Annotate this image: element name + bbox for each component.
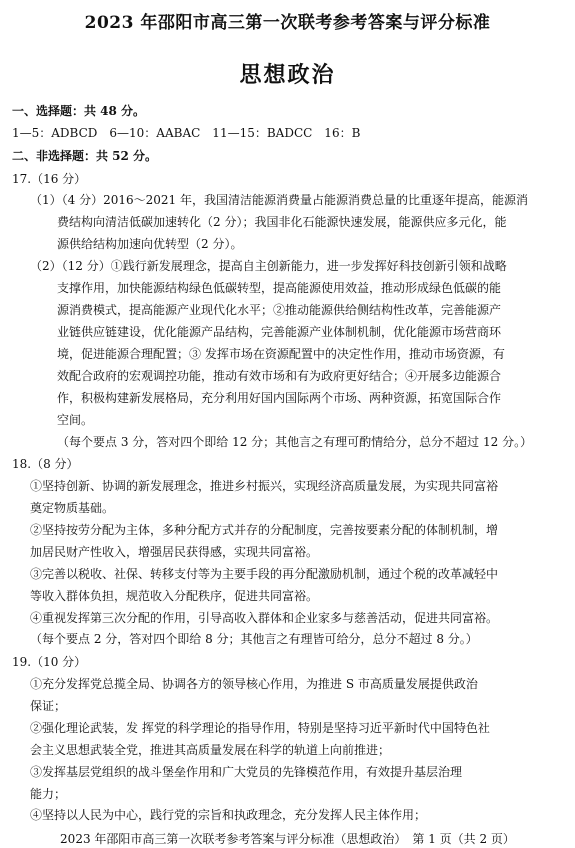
q19-line: ①充分发挥党总揽全局、协调各方的领导核心作用，为推进 S 市高质量发展提供政治 bbox=[30, 677, 478, 691]
q19-line: 会主义思想武装全党，推进其高质量发展在科学的轨道上向前推进； bbox=[30, 743, 391, 757]
q19-header: 19.（10 分） bbox=[12, 655, 87, 669]
q18-line: 奠定物质基础。 bbox=[30, 501, 115, 515]
q17-p2-line: （2）（12 分）①践行新发展理念，提高自主创新能力，进一步发挥好科技创新引领和战略 bbox=[30, 259, 507, 273]
q17-p1-line: （1）（4 分）2016～2021 年，我国清洁能源消费量占能源消费总量的比重逐年提高，能源消 bbox=[30, 193, 528, 207]
q17-p2-line: 源消费模式，提高能源产业现代化水平；②推动能源供给侧结构性改革，完善能源产 bbox=[57, 303, 502, 317]
q17-p1-line: 源供给结构加速向优转型（2 分）。 bbox=[57, 237, 243, 251]
q18-line: 等收入群体负担，规范收入分配秩序，促进共同富裕。 bbox=[30, 589, 319, 603]
q17-p1-line: 费结构向清洁低碳加速转化（2 分）；我国非化石能源快速发展，能源供应多元化，能 bbox=[57, 215, 507, 229]
section2-heading: 二、非选择题：共 52 分。 bbox=[12, 149, 158, 163]
q19-line: ④坚持以人民为中心，践行党的宗旨和执政理念，充分发挥人民主体作用； bbox=[30, 808, 427, 822]
q19-line: 能力； bbox=[30, 787, 67, 801]
q17-p2-line: 业链供应链建设，优化能源产品结构，完善能源产业体制机制，优化能源市场营商环 bbox=[57, 325, 502, 339]
q17-p2-line: 空间。 bbox=[57, 413, 94, 427]
q17-p2-line: 作，积极构建新发展格局，充分利用好国内国际两个市场、两种资源，拓宽国际合作 bbox=[57, 391, 502, 405]
q18-header: 18.（8 分） bbox=[12, 457, 79, 471]
q18-line: ④重视发挥第三次分配的作用，引导高收入群体和企业家多与慈善活动，促进共同富裕。 bbox=[30, 611, 499, 625]
q18-scoring-note: （每个要点 2 分，答对四个即给 8 分；其他言之有理皆可给分，总分不超过 8 分。） bbox=[30, 632, 478, 646]
section1-heading: 一、选择题：共 48 分。 bbox=[12, 104, 146, 118]
q18-line: ②坚持按劳分配为主体，多种分配方式并存的分配制度，完善按要素分配的体制机制，增 bbox=[30, 523, 499, 537]
q18-line: ③完善以税收、社保、转移支付等为主要手段的再分配激励机制，通过个税的改革减轻中 bbox=[30, 567, 499, 581]
q19-line: ②强化理论武装，发 挥党的科学理论的指导作用，特别是坚持习近平新时代中国特色社 bbox=[30, 721, 490, 735]
q18-line: 加居民财产性收入，增强居民获得感，实现共同富裕。 bbox=[30, 545, 319, 559]
section1-answers: 1—5：ADBCD 6—10：AABAC 11—15：BADCC 16：B bbox=[12, 126, 361, 140]
q17-scoring-note: （每个要点 3 分，答对四个即给 12 分；其他言之有理可酌情给分，总分不超过 12 分。） bbox=[57, 435, 533, 449]
subject-heading: 思想政治 bbox=[239, 62, 336, 88]
q19-line: 保证； bbox=[30, 699, 67, 713]
page-title: 2023 年邵阳市高三第一次联考参考答案与评分标准 bbox=[84, 13, 491, 33]
q19-line: ③发挥基层党组织的战斗堡垒作用和广大党员的先锋模范作用，有效提升基层治理 bbox=[30, 765, 463, 779]
q18-line: ①坚持创新、协调的新发展理念，推进乡村振兴，实现经济高质量发展，为实现共同富裕 bbox=[30, 479, 499, 493]
q17-p2-line: 效配合政府的宏观调控功能，推动有效市场和有为政府更好结合；④开展多边能源合 bbox=[57, 369, 502, 383]
q17-p2-line: 支撑作用，加快能源结构绿色低碳转型，提高能源使用效益，推动形成绿色低碳的能 bbox=[57, 281, 502, 295]
page-footer: 2023 年邵阳市高三第一次联考参考答案与评分标准（思想政治） 第 1 页（共 2 页） bbox=[60, 832, 515, 846]
q17-p2-line: 境，促进能源合理配置；③ 发挥市场在资源配置中的决定性作用，推动市场资源，有 bbox=[57, 347, 505, 361]
q17-header: 17.（16 分） bbox=[12, 172, 87, 186]
